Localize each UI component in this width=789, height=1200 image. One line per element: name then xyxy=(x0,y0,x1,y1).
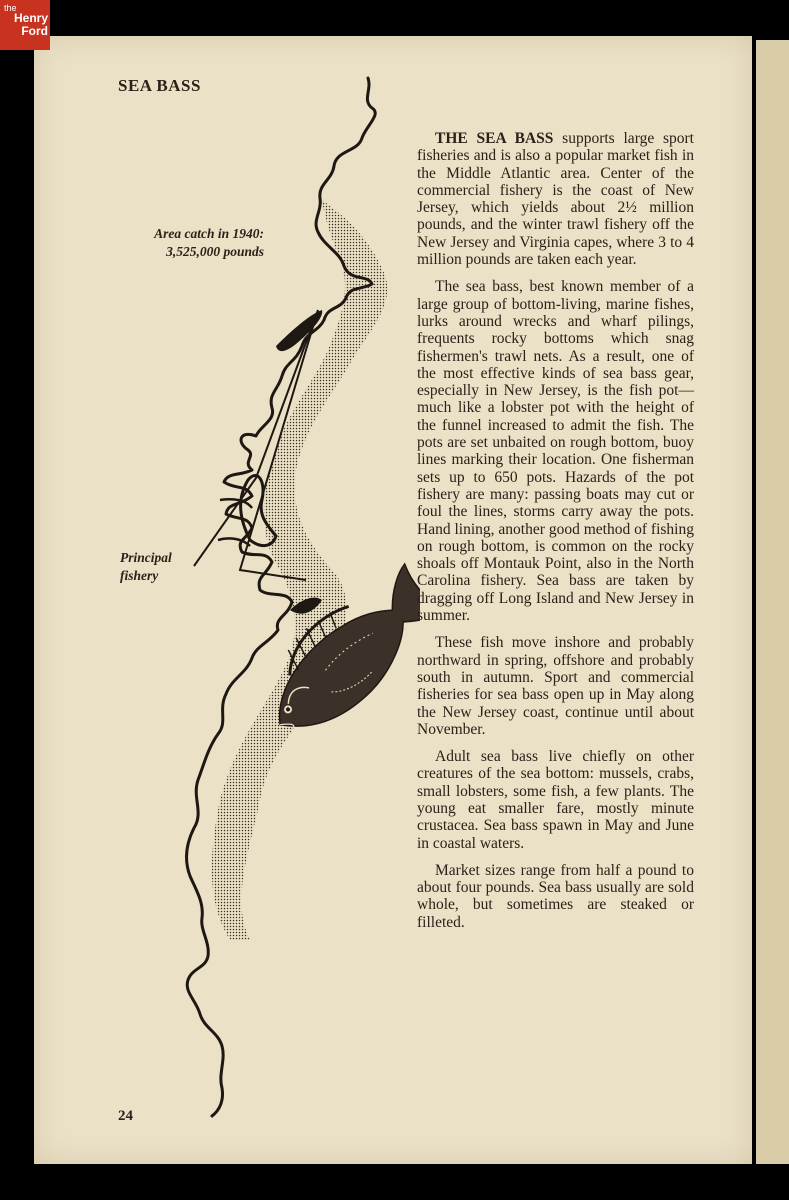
paragraph-4: Adult sea bass live chiefly on other creatures of the sea bottom: mussels, crabs, small lobsters, some fish, a few plants. The young eat smaller fare, mostly minute crustacea. Sea bass spawn in May and June in coastal waters. xyxy=(417,748,694,852)
logo-text-the: the xyxy=(4,3,17,13)
area-catch-line-2: 3,525,000 pounds xyxy=(166,244,264,259)
running-head: SEA BASS xyxy=(118,76,201,95)
area-catch-label xyxy=(118,225,264,261)
area-catch-line-1: Area catch in 1940: xyxy=(154,226,264,241)
principal-fishery-line-1: Principal xyxy=(120,550,172,565)
page-number: 24 xyxy=(118,1108,133,1124)
logo-text-ford: Ford xyxy=(21,24,48,38)
logo-text-henry: Henry xyxy=(13,11,48,25)
principal-fishery-line-2: fishery xyxy=(120,568,159,583)
paragraph-3: These fish move inshore and probably northward in spring, offshore and probably south in autumn. Sport and commercial fisheries for sea bass open up in May along the New Jersey coast, continue until about November. xyxy=(417,634,694,738)
fishery-shading xyxy=(212,200,387,940)
henry-ford-logo xyxy=(0,0,50,50)
principal-fishery-label xyxy=(120,549,172,585)
paragraph-1-text: supports large sport fisheries and is also a popular market fish in the Middle Atlantic area. Center of the commercial fishery is the coast of New Jersey, which yields about 2½ million pounds, and the winter trawl fishery off the New Jersey and Virginia capes, where 3 to 4 million pounds are taken each year. xyxy=(417,130,694,269)
paragraph-1 xyxy=(417,130,694,268)
paragraph-2: The sea bass, best known member of a large group of bottom-living, marine fishes, lurks around wrecks and wharf pilings, frequents rocky bottoms which snag fishermen's trawl nets. As a result, one of the most effective kinds of sea bass gear, especially in New Jersey, is the fish pot—much like a lobster pot with the height of the funnel increased to admit the fish. The pots are set unbaited on rough bottom, buoy lines marking their location. One fisherman sets up to 650 pots. Hazards of the pot fishery are many: passing boats may cut or foul the lines, storms carry away the pots. Hand lining, another good method of fishing on rough bottom, is common on the rocky shoals off Montauk Point, also in the North Carolina fishery. Sea bass are taken by dragging off Long Island and New Jersey in summer. xyxy=(417,278,694,625)
facing-page-edge xyxy=(756,40,789,1164)
article-lead: THE SEA BASS xyxy=(435,130,554,147)
article-body xyxy=(417,130,694,941)
paragraph-5: Market sizes range from half a pound to about four pounds. Sea bass usually are sold whole, but sometimes are steaked or filleted. xyxy=(417,861,694,931)
